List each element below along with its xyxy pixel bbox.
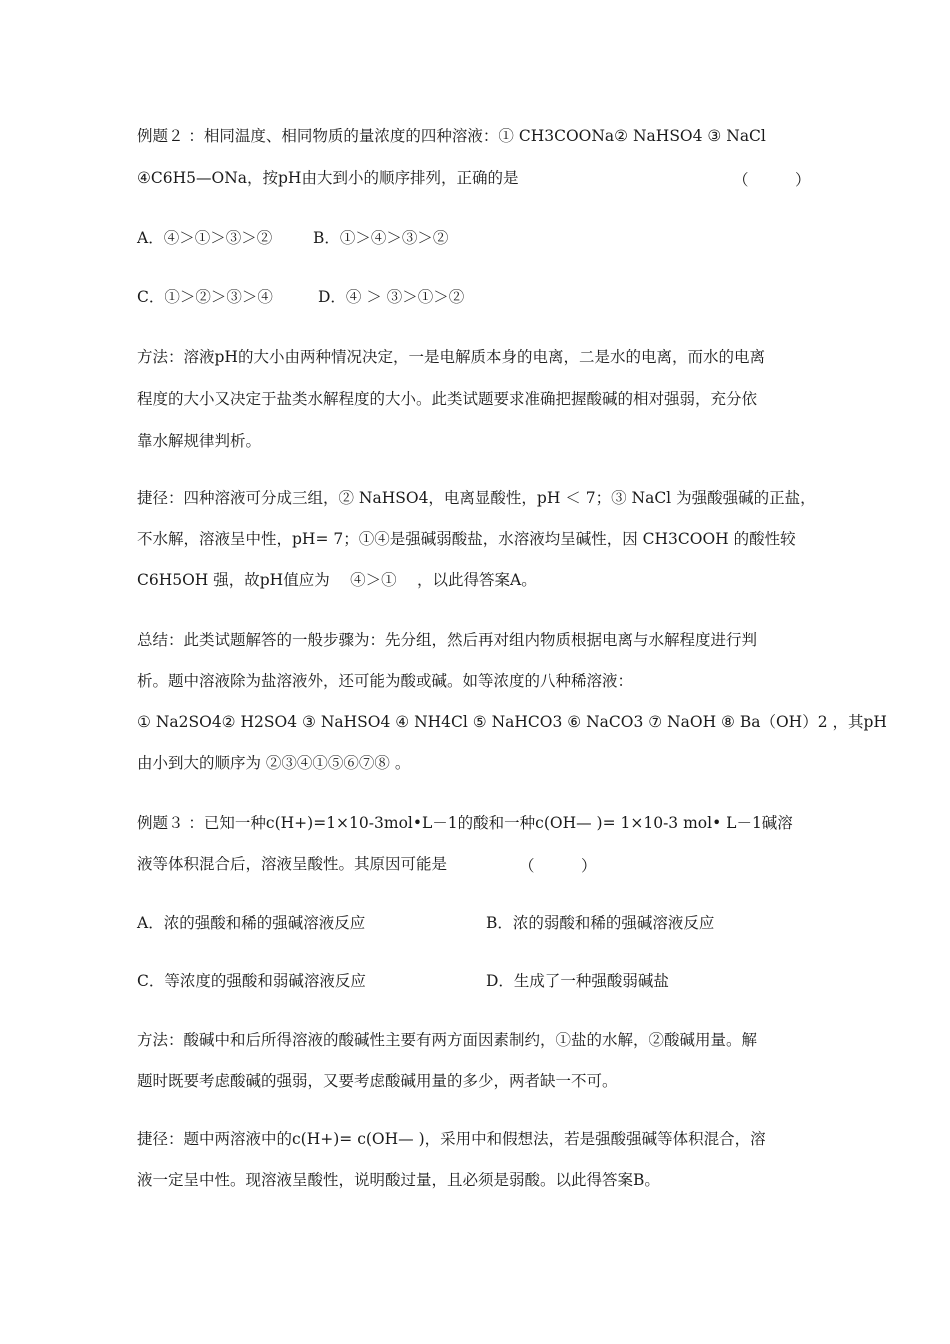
- example2-shortcut-line1: 捷径：四种溶液可分成三组，② NaHSO4，电离显酸性，pH ＜ 7；③ NaCl 为强酸强碱的正盐，: [137, 489, 816, 507]
- example3-option-b: B．浓的弱酸和稀的强碱溶液反应: [486, 914, 715, 932]
- example2-option-b: B．①＞④＞③＞②: [313, 229, 449, 247]
- example3-option-d: D．生成了一种强酸弱碱盐: [486, 972, 669, 990]
- example3-option-a: A．浓的强酸和稀的强碱溶液反应: [137, 914, 366, 932]
- example2-question-line1: 例题２ ：相同温度、相同物质的量浓度的四种溶液：① CH3COONa② NaHSO4 ③ NaCl: [137, 127, 766, 145]
- example2-method-line3: 靠水解规律判析。: [137, 432, 262, 450]
- example2-question-line2: ④C6H5—ONa，按pH由大到小的顺序排列，正确的是: [137, 169, 519, 187]
- example2-option-c: C．①＞②＞③＞④: [137, 288, 273, 306]
- example2-answer-blank: （ ）: [733, 171, 811, 189]
- example2-summary-line1: 总结：此类试题解答的一般步骤为：先分组，然后再对组内物质根据电离与水解程度进行判: [137, 631, 758, 649]
- example3-method-line1: 方法：酸碱中和后所得溶液的酸碱性主要有两方面因素制约，①盐的水解，②酸碱用量。解: [137, 1031, 758, 1049]
- example2-summary-line4: 由小到大的顺序为 ②③④①⑤⑥⑦⑧ 。: [137, 754, 411, 772]
- example2-method-line2: 程度的大小又决定于盐类水解程度的大小。此类试题要求准确把握酸碱的相对强弱，充分依: [137, 390, 758, 408]
- example2-shortcut-line2: 不水解，溶液呈中性，pH= 7；①④是强碱弱酸盐，水溶液均呈碱性，因 CH3COOH 的酸性较: [137, 530, 796, 548]
- example3-option-c: C．等浓度的强酸和弱碱溶液反应: [137, 972, 366, 990]
- example3-method-line2: 题时既要考虑酸碱的强弱，又要考虑酸碱用量的多少，两者缺一不可。: [137, 1072, 618, 1090]
- example2-shortcut-line3: C6H5OH 强，故pH值应为 ④＞① ，以此得答案A。: [137, 571, 537, 589]
- example2-summary-line3: ① Na2SO4② H2SO4 ③ NaHSO4 ④ NH4Cl ⑤ NaHCO3 ⑥ NaCO3 ⑦ NaOH ⑧ Ba（OH）2 ，其pH: [137, 713, 887, 731]
- example2-summary-line2: 析。题中溶液除为盐溶液外，还可能为酸或碱。如等浓度的八种稀溶液：: [137, 672, 634, 690]
- example3-shortcut-line2: 液一定呈中性。现溶液呈酸性，说明酸过量，且必须是弱酸。以此得答案B。: [137, 1171, 660, 1189]
- example3-answer-blank: （ ）: [519, 857, 597, 875]
- example3-shortcut-line1: 捷径：题中两溶液中的c(H+)= c(OH— )，采用中和假想法，若是强酸强碱等体积混合，溶: [137, 1130, 766, 1148]
- example2-method-line1: 方法：溶液pH的大小由两种情况决定，一是电解质本身的电离，二是水的电离，而水的电离: [137, 348, 765, 366]
- example3-question-line1: 例题３ ：已知一种c(H+)=1×10-3mol•L－1的酸和一种c(OH— )= 1×10-3 mol• L－1碱溶: [137, 814, 793, 832]
- example2-option-a: A．④＞①＞③＞②: [137, 229, 273, 247]
- example2-option-d: D．④ ＞ ③＞①＞②: [318, 288, 465, 306]
- example3-question-line2: 液等体积混合后，溶液呈酸性。其原因可能是: [137, 855, 448, 873]
